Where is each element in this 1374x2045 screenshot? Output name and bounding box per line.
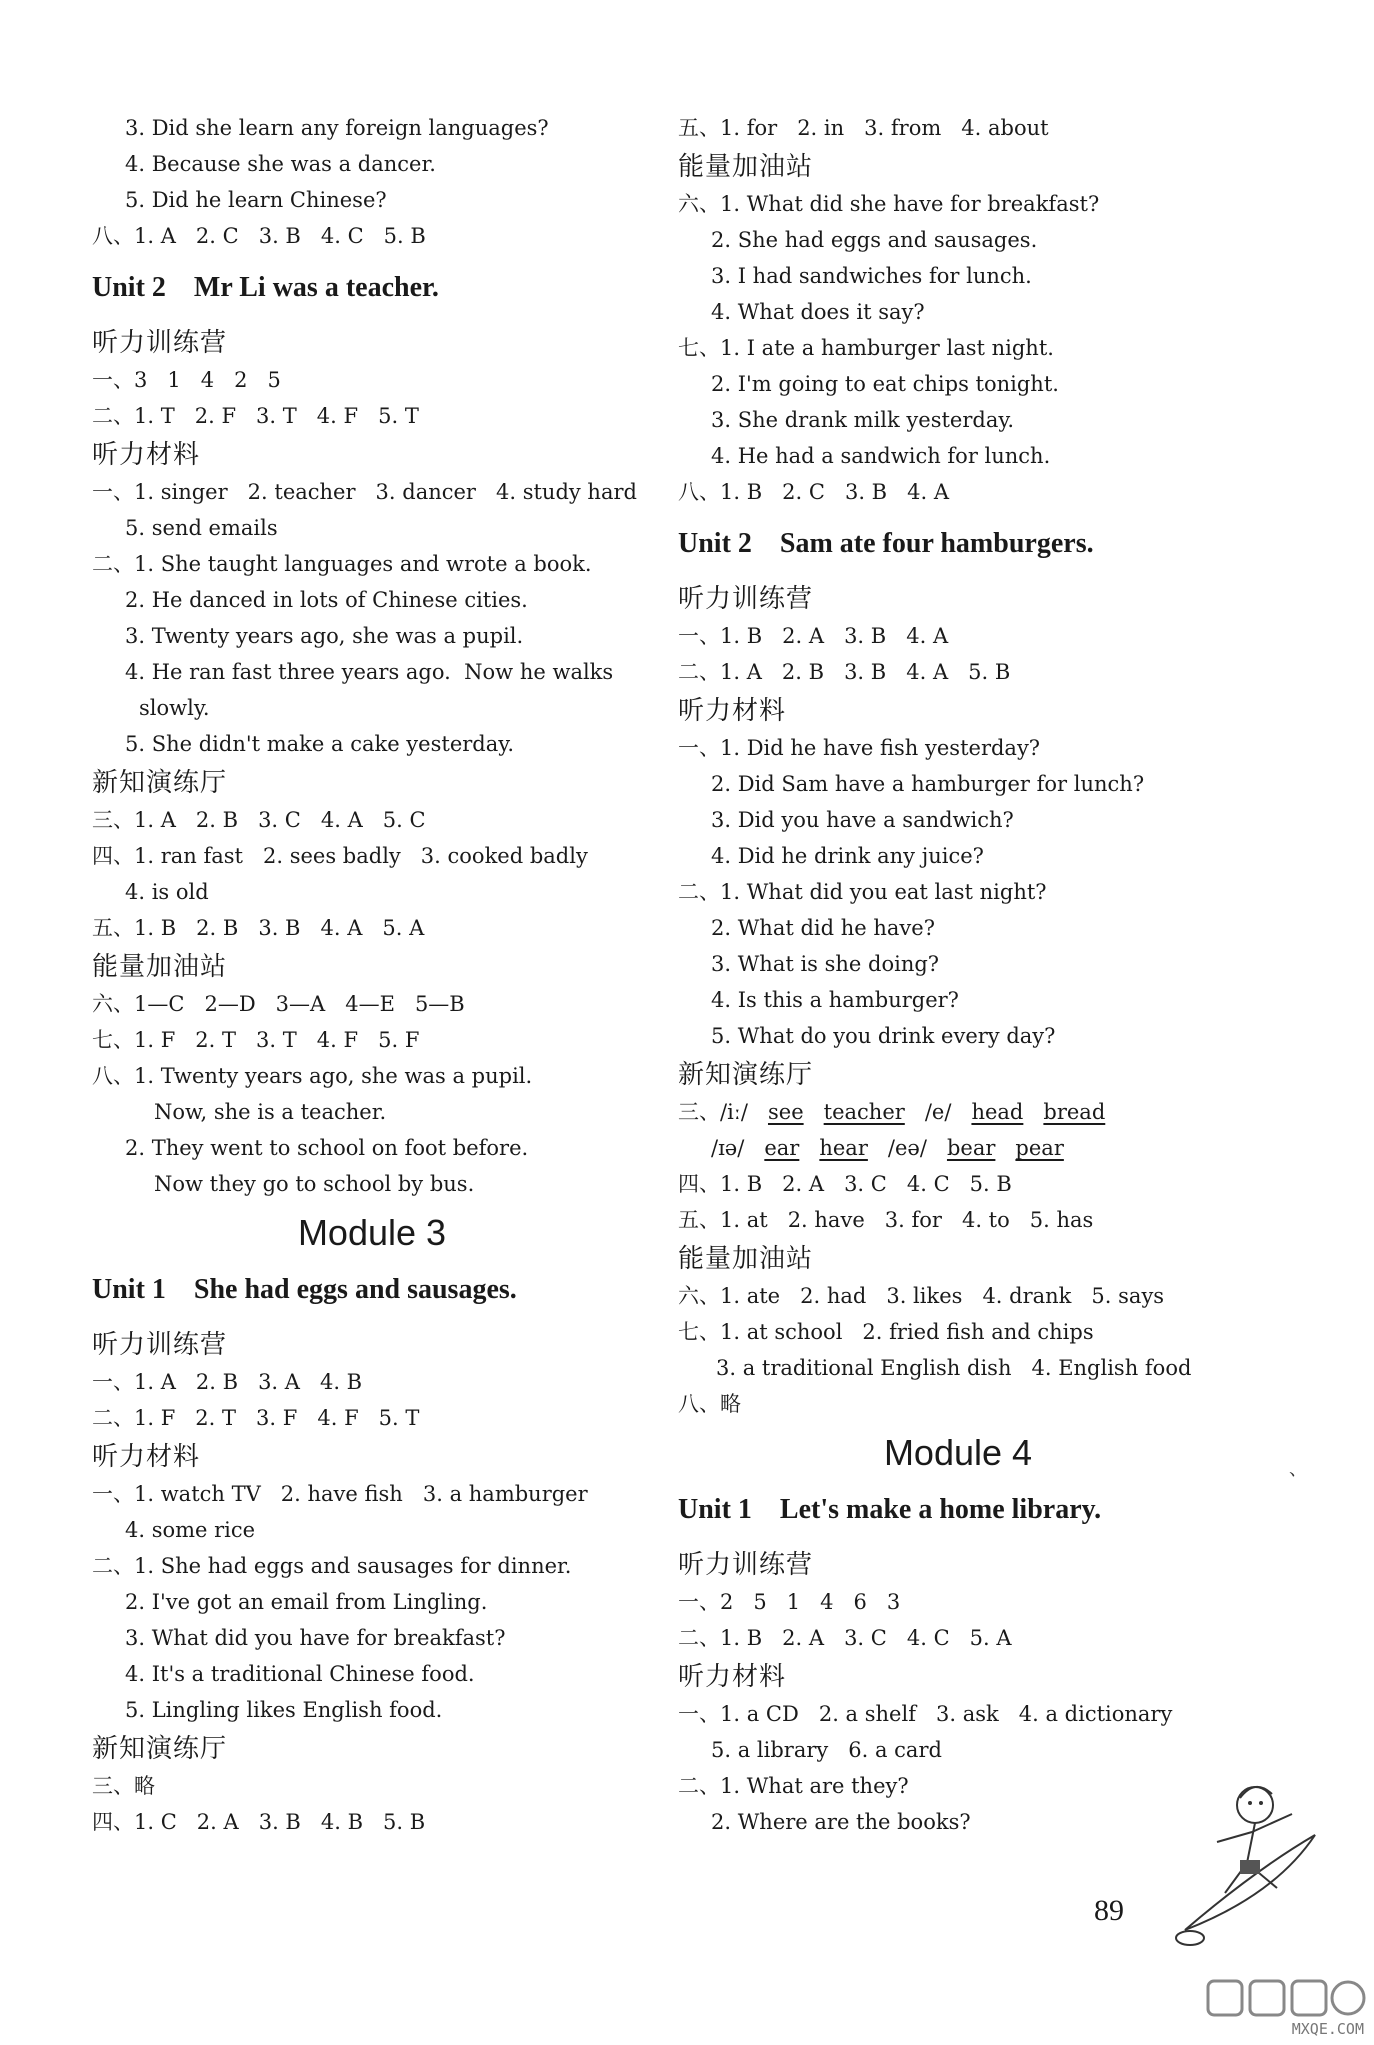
unit-title: Unit 2 Sam ate four hamburgers. <box>678 528 1094 559</box>
answer-line: 八、略 <box>678 1392 741 1416</box>
answer-line: 2. They went to school on foot before. <box>125 1136 529 1160</box>
answer-line: 3. Did you have a sandwich? <box>711 808 1014 832</box>
section-heading: 能量加油站 <box>678 1244 814 1274</box>
answer-line: 4. It's a traditional Chinese food. <box>125 1662 475 1686</box>
answer-line: 3. What did you have for breakfast? <box>125 1626 506 1650</box>
answer-line: 八、1. A 2. C 3. B 4. C 5. B <box>92 224 426 248</box>
phonetics-line <box>678 1130 1238 1166</box>
answer-line: 五、1. at 2. have 3. for 4. to 5. has <box>678 1208 1094 1232</box>
unit-title: Unit 1 Let's make a home library. <box>678 1494 1102 1525</box>
phonetic-symbol: /ɪə/ <box>711 1136 745 1160</box>
answer-line: 一、1. A 2. B 3. A 4. B <box>92 1370 363 1394</box>
underlined-word: hear <box>819 1136 868 1160</box>
stray-mark: 、 <box>1289 1459 1307 1480</box>
module-title: Module 4 <box>883 1432 1033 1473</box>
watermark-logo <box>1200 1975 1370 2040</box>
answer-line: 2. She had eggs and sausages. <box>711 228 1038 252</box>
answer-line: 3. a traditional English dish 4. English food <box>716 1356 1192 1380</box>
answer-line: 一、3 1 4 2 5 <box>92 368 281 392</box>
section-heading: 听力训练营 <box>92 1330 228 1360</box>
answer-line: 一、1. Did he have fish yesterday? <box>678 736 1041 760</box>
answer-line: 八、1. Twenty years ago, she was a pupil. <box>92 1064 533 1088</box>
section-heading: 听力材料 <box>678 1662 787 1692</box>
section-heading: 听力训练营 <box>92 328 228 358</box>
unit-title: Unit 1 She had eggs and sausages. <box>92 1274 517 1305</box>
phonetic-symbol: 三、/iː/ <box>678 1100 748 1124</box>
answer-line: 二、1. What are they? <box>678 1774 909 1798</box>
underlined-word: bread <box>1043 1100 1106 1124</box>
answer-line: 3. Twenty years ago, she was a pupil. <box>125 624 524 648</box>
answer-line: 七、1. at school 2. fried fish and chips <box>678 1320 1094 1344</box>
answer-line: slowly. <box>139 696 210 720</box>
underlined-word: see <box>767 1100 804 1124</box>
answer-line: 五、1. for 2. in 3. from 4. about <box>678 116 1049 140</box>
answer-line: 5. She didn't make a cake yesterday. <box>125 732 514 756</box>
answer-line: 四、1. ran fast 2. sees badly 3. cooked badly <box>92 844 588 868</box>
section-heading: 听力材料 <box>678 696 787 726</box>
section-heading: 听力材料 <box>92 1442 201 1472</box>
answer-line: 二、1. F 2. T 3. F 4. F 5. T <box>92 1406 420 1430</box>
page-number: 89 <box>1094 1894 1124 1927</box>
answer-line: 4. He had a sandwich for lunch. <box>711 444 1051 468</box>
section-heading: 新知演练厅 <box>92 1734 228 1764</box>
answer-line: 5. a library 6. a card <box>711 1738 942 1762</box>
answer-line: 二、1. A 2. B 3. B 4. A 5. B <box>678 660 1011 684</box>
answer-line: Now they go to school by bus. <box>154 1172 475 1196</box>
section-heading: 新知演练厅 <box>92 768 228 798</box>
answer-line: 3. What is she doing? <box>711 952 940 976</box>
underlined-word: bear <box>946 1136 996 1160</box>
unit-title: Unit 2 Mr Li was a teacher. <box>92 272 439 303</box>
answer-line: 七、1. F 2. T 3. T 4. F 5. F <box>92 1028 420 1052</box>
answer-line: 一、1. watch TV 2. have fish 3. a hamburger <box>92 1482 588 1506</box>
answer-line: Now, she is a teacher. <box>154 1100 387 1124</box>
module-title: Module 3 <box>297 1212 447 1253</box>
answer-line: 3. Did she learn any foreign languages? <box>125 116 549 140</box>
answer-line: 4. Because she was a dancer. <box>125 152 436 176</box>
answer-line: 2. Where are the books? <box>711 1810 971 1834</box>
left-column <box>92 110 652 1840</box>
underlined-word: pear <box>1015 1136 1064 1160</box>
answer-line: 4. Is this a hamburger? <box>711 988 959 1012</box>
underlined-word: head <box>971 1100 1024 1124</box>
answer-line: 4. He ran fast three years ago. Now he walks <box>125 660 614 684</box>
phonetics-line <box>678 1094 1238 1130</box>
answer-line: 六、1—C 2—D 3—A 4—E 5—B <box>92 992 465 1016</box>
phonetic-symbol: /e/ <box>924 1100 952 1124</box>
underlined-word: teacher <box>823 1100 905 1124</box>
answer-line: 5. What do you drink every day? <box>711 1024 1056 1048</box>
section-heading: 听力材料 <box>92 440 201 470</box>
answer-line: 2. I've got an email from Lingling. <box>125 1590 488 1614</box>
answer-line: 4. Did he drink any juice? <box>711 844 984 868</box>
underlined-word: ear <box>764 1136 800 1160</box>
answer-line: 一、1. singer 2. teacher 3. dancer 4. study hard <box>92 480 637 504</box>
section-heading: 能量加油站 <box>678 152 814 182</box>
answer-line: 一、1. a CD 2. a shelf 3. ask 4. a dictionary <box>678 1702 1173 1726</box>
answer-line: 二、1. She taught languages and wrote a book. <box>92 552 592 576</box>
answer-line: 三、1. A 2. B 3. C 4. A 5. C <box>92 808 426 832</box>
answer-line: 四、1. B 2. A 3. C 4. C 5. B <box>678 1172 1012 1196</box>
answer-line: 2. I'm going to eat chips tonight. <box>711 372 1059 396</box>
answer-line: 2. He danced in lots of Chinese cities. <box>125 588 528 612</box>
answer-line: 5. Did he learn Chinese? <box>125 188 387 212</box>
answer-line: 一、1. B 2. A 3. B 4. A <box>678 624 949 648</box>
answer-line: 四、1. C 2. A 3. B 4. B 5. B <box>92 1810 426 1834</box>
answer-line: 五、1. B 2. B 3. B 4. A 5. A <box>92 916 425 940</box>
answer-line: 3. I had sandwiches for lunch. <box>711 264 1032 288</box>
section-heading: 听力训练营 <box>678 584 814 614</box>
answer-line: 二、1. B 2. A 3. C 4. C 5. A <box>678 1626 1012 1650</box>
answer-line: 5. send emails <box>125 516 278 540</box>
answer-line: 2. Did Sam have a hamburger for lunch? <box>711 772 1145 796</box>
answer-line: 2. What did he have? <box>711 916 935 940</box>
answer-line: 八、1. B 2. C 3. B 4. A <box>678 480 950 504</box>
answer-line: 一、2 5 1 4 6 3 <box>678 1590 901 1614</box>
answer-line: 4. some rice <box>125 1518 256 1542</box>
answer-line: 4. is old <box>125 880 209 904</box>
answer-line: 七、1. I ate a hamburger last night. <box>678 336 1054 360</box>
watermark-text: MXQE.COM <box>1291 2020 1364 2038</box>
surfer-cartoon <box>1160 1770 1330 1950</box>
answer-line: 三、略 <box>92 1774 155 1798</box>
answer-line: 二、1. What did you eat last night? <box>678 880 1047 904</box>
answer-line: 二、1. She had eggs and sausages for dinner. <box>92 1554 572 1578</box>
section-heading: 能量加油站 <box>92 952 228 982</box>
section-heading: 听力训练营 <box>678 1550 814 1580</box>
answer-line: 4. What does it say? <box>711 300 925 324</box>
right-column <box>678 110 1238 1840</box>
phonetic-symbol: /eə/ <box>887 1136 927 1160</box>
answer-line: 六、1. ate 2. had 3. likes 4. drank 5. says <box>678 1284 1165 1308</box>
answer-line: 5. Lingling likes English food. <box>125 1698 443 1722</box>
section-heading: 新知演练厅 <box>678 1060 814 1090</box>
answer-line: 3. She drank milk yesterday. <box>711 408 1015 432</box>
answer-line: 二、1. T 2. F 3. T 4. F 5. T <box>92 404 419 428</box>
answer-line: 六、1. What did she have for breakfast? <box>678 192 1100 216</box>
